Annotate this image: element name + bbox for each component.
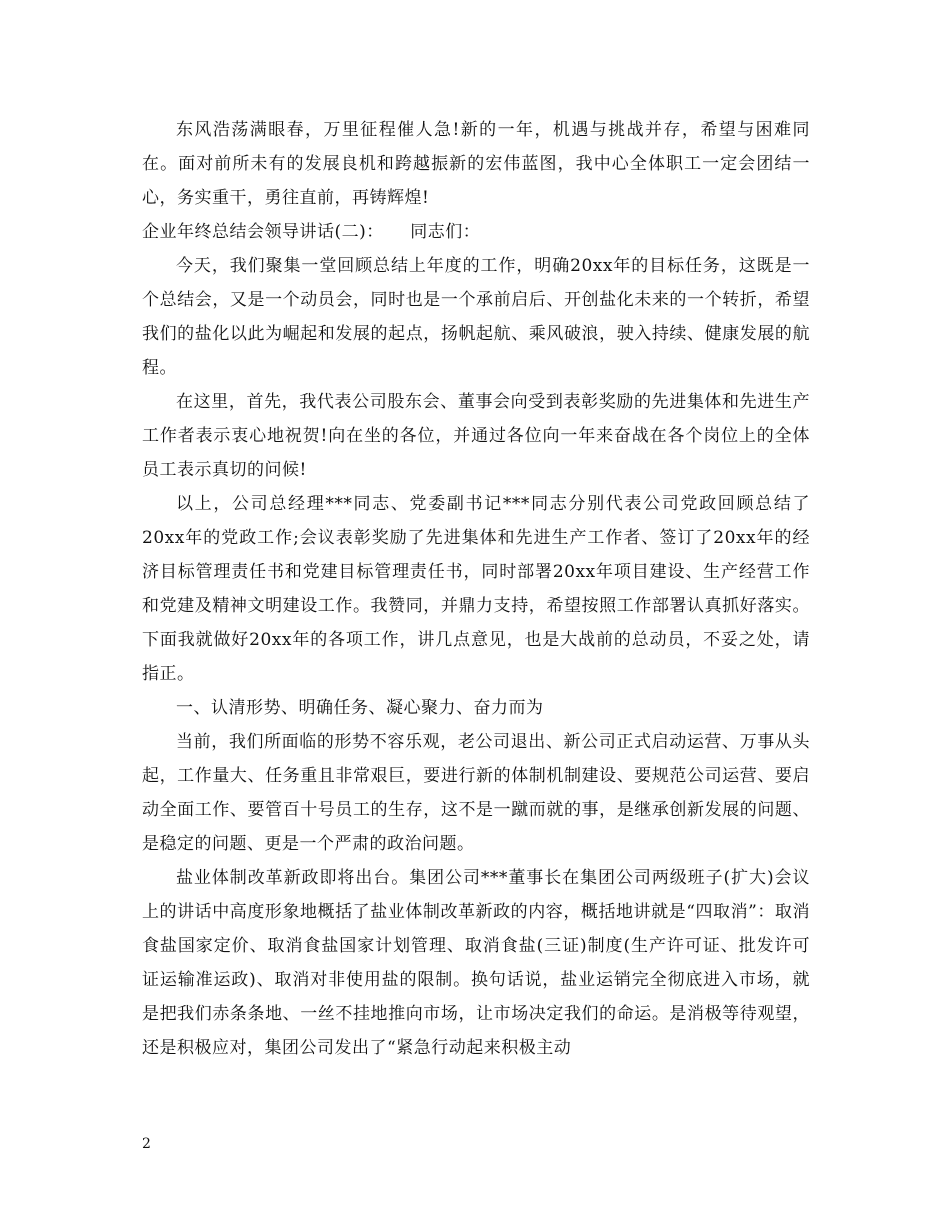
section-heading: 企业年终总结会领导讲话(二)： 同志们： bbox=[142, 222, 481, 242]
paragraph: 当前，我们所面临的形势不容乐观，老公司退出、新公司正式启动运营、万事从头起，工作量大、任务重且非常艰巨，要进行新的体制机制建设、要规范公司运营、要启动全面工作、要管百十号员工的生存，这不是一蹴而就的事，是继承创新发展的问题、是稳定的问题、更是一个严肃的政治问题。 bbox=[142, 732, 810, 854]
paragraph: 今天，我们聚集一堂回顾总结上年度的工作，明确20xx年的目标任务，这既是一个总结会，又是一个动员会，同时也是一个承前启后、开创盐化未来的一个转折，希望我们的盐化以此为崛起和发展的起点，扬帆起航、乘风破浪，驶入持续、健康发展的航程。 bbox=[142, 256, 810, 378]
paragraph: 以上，公司总经理***同志、党委副书记***同志分别代表公司党政回顾总结了20xx年的党政工作;会议表彰奖励了先进集体和先进生产工作者、签订了20xx年的经济目标管理责任书和党建目标管理责任书，同时部署20xx年项目建设、生产经营工作和党建及精神文明建设工作。我赞同，并鼎力支持，希望按照工作部署认真抓好落实。下面我就做好20xx年的各项工作，讲几点意见，也是大战前的总动员，不妥之处，请指正。 bbox=[142, 494, 810, 684]
paragraph: 东风浩荡满眼春，万里征程催人急!新的一年，机遇与挑战并存，希望与困难同在。面对前所未有的发展良机和跨越振新的宏伟蓝图，我中心全体职工一定会团结一心，务实重干，勇往直前，再铸辉煌! bbox=[142, 120, 810, 208]
paragraph: 盐业体制改革新政即将出台。集团公司***董事长在集团公司两级班子(扩大)会议上的讲话中高度形象地概括了盐业体制改革新政的内容，概括地讲就是“四取消”：取消食盐国家定价、取消食盐国家计划管理、取消食盐(三证)制度(生产许可证、批发许可证运输准运政)、取消对非使用盐的限制。换句话说，盐业运销完全彻底进入市场，就是把我们赤条条地、一丝不挂地推向市场，让市场决定我们的命运。是消极等待观望，还是积极应对，集团公司发出了“紧急行动起来积极主动 bbox=[142, 868, 810, 1058]
document-body bbox=[142, 113, 810, 1065]
page-number: 2 bbox=[142, 1136, 151, 1152]
subsection-heading: 一、认清形势、明确任务、凝心聚力、奋力而为 bbox=[176, 698, 544, 718]
paragraph: 在这里，首先，我代表公司股东会、董事会向受到表彰奖励的先进集体和先进生产工作者表示衷心地祝贺!向在坐的各位，并通过各位向一年来奋战在各个岗位上的全体员工表示真切的问候! bbox=[142, 392, 810, 480]
